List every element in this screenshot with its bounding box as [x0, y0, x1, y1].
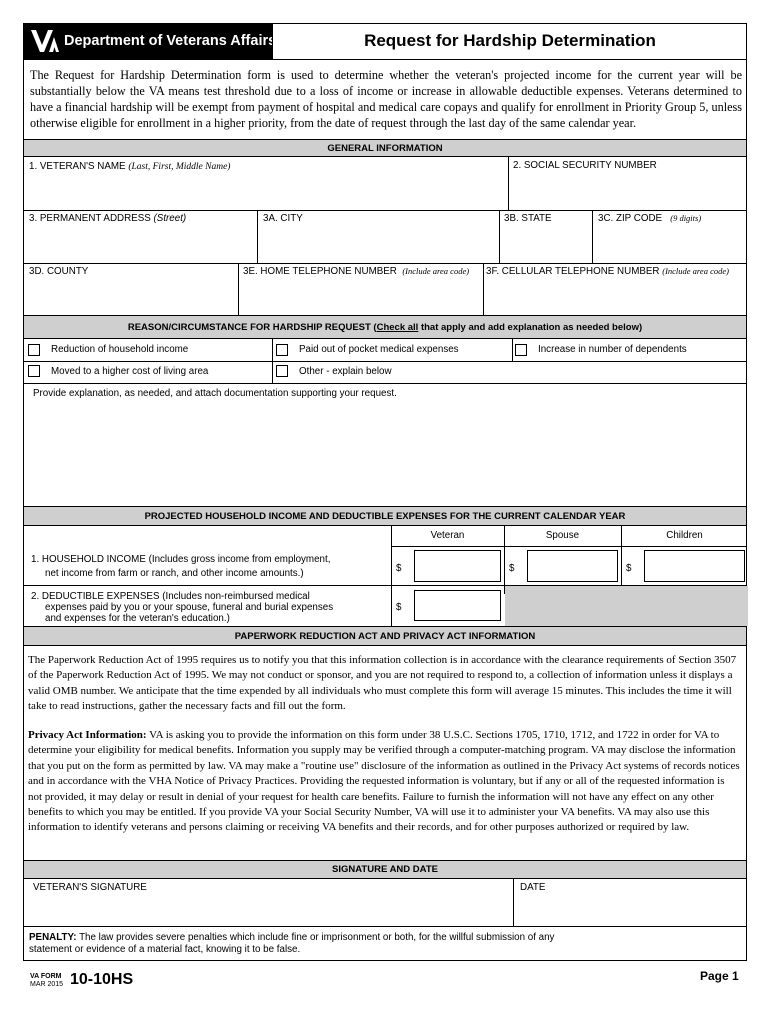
explanation-field[interactable] [24, 384, 748, 506]
other-label: Other - explain below [299, 366, 392, 377]
medical-expenses-label: Paid out of pocket medical expenses [299, 344, 459, 355]
checkbox-medical-expenses[interactable] [276, 344, 288, 356]
signature-heading: SIGNATURE AND DATE [24, 860, 746, 879]
general-info-heading: GENERAL INFORMATION [24, 139, 746, 157]
income-heading: PROJECTED HOUSEHOLD INCOME AND DEDUCTIBLE EXPENSES FOR THE CURRENT CALENDAR YEAR [24, 506, 746, 526]
signature-label: VETERAN'S SIGNATURE [33, 882, 147, 893]
county-field[interactable] [24, 263, 238, 315]
col-children: Children [666, 530, 703, 541]
veteran-income-currency: $ [396, 563, 402, 574]
address-label: 3. PERMANENT ADDRESS (Street) [29, 213, 187, 224]
increase-dependents-label: Increase in number of dependents [538, 344, 687, 355]
spouse-income-currency: $ [509, 563, 515, 574]
va-form-10-10hs [23, 23, 747, 961]
col-veteran: Veteran [430, 530, 465, 541]
veteran-expenses-currency: $ [396, 602, 402, 613]
reason-heading: REASON/CIRCUMSTANCE FOR HARDSHIP REQUEST (Check all that apply and add explanation as needed below) [24, 315, 746, 339]
explanation-label: Provide explanation, as needed, and attach documentation supporting your request. [33, 388, 397, 399]
address-field[interactable] [24, 210, 257, 263]
date-label: DATE [520, 882, 546, 893]
household-income-label-line1: 1. HOUSEHOLD INCOME (Includes gross income from employment, [31, 554, 331, 565]
department-name: Department of Veterans Affairs [64, 33, 277, 49]
deductible-expenses-label-line3: and expenses for the veteran's education.) [45, 613, 230, 624]
reduction-income-label: Reduction of household income [51, 344, 189, 355]
household-income-label-line2: net income from farm or ranch, and other income amounts.) [45, 568, 304, 579]
city-label: 3A. CITY [263, 213, 303, 224]
state-label: 3B. STATE [504, 213, 552, 224]
home-phone-label: 3E. HOME TELEPHONE NUMBER (Include area code) [243, 266, 470, 277]
children-income-input[interactable] [644, 550, 745, 582]
signature-field[interactable] [24, 879, 513, 926]
veteran-name-label: 1. VETERAN'S NAME (Last, First, Middle Name) [29, 161, 231, 172]
va-form-label: VA FORM MAR 2015 [30, 973, 64, 988]
page-number: Page 1 [700, 969, 739, 983]
veteran-income-input[interactable] [414, 550, 501, 582]
higher-cost-living-label: Moved to a higher cost of living area [51, 366, 209, 377]
children-income-currency: $ [626, 563, 632, 574]
checkbox-higher-cost-living[interactable] [28, 365, 40, 377]
spouse-income-input[interactable] [527, 550, 618, 582]
zip-label: 3C. ZIP CODE (9 digits) [598, 213, 702, 224]
state-field[interactable] [500, 210, 592, 263]
privacy-text: Privacy Act Information: VA is asking you to provide the information on this form under 38 U.S.C. Sections 1705, 1710, 1712, and 1722 in order for VA to determine your eligibility for medical benefits. Information you supply may be verified through a computer-matching program. VA may disclose the information that you put on the form as permitted by law. VA may make a "routine use" disclosure of the information as outlined in the Privacy Act systems of records notices and in accordance with the VHA Notice of Privacy Practices. Providing the requested information is voluntary, but if any or all of the requested information is not provided, it may delay or result in denial of your request for health care benefits. Failure to furnish the information will not have any effect on any other benefits to which you may be entitled. If you provide VA your Social Security Number, VA will use it to administer your VA benefits. VA may also use this information to identify veterans and persons claiming or receiving VA benefits and their records, and for other purposes authorized or required by law. [28, 729, 740, 834]
form-title: Request for Hardship Determination [364, 31, 656, 50]
ssn-field[interactable] [509, 157, 748, 210]
penalty-text: PENALTY: The law provides severe penalties which include fine or imprisonment or both, for the willful submission of any statement or evidence of a material fact, knowing it to be false. [29, 932, 555, 955]
cell-phone-label: 3F. CELLULAR TELEPHONE NUMBER (Include area code) [486, 266, 729, 277]
zip-field[interactable] [593, 210, 748, 263]
intro-text: The Request for Hardship Determination form is used to determine whether the veteran's projected income for the current year will be substantially below the VA means test threshold due to a loss of income or increase in allowable deductible expenses. Veterans determined to have a financial hardship will be exempt from payment of hospital and medical care copays and qualify for enrollment in Priority Group 5, unless otherwise eligible for enrollment in a higher priority, from the date of request through the last day of the same calendar year. [30, 68, 742, 130]
checkbox-reduction-income[interactable] [28, 344, 40, 356]
date-field[interactable] [514, 879, 748, 926]
form-number: 10-10HS [70, 971, 134, 988]
checkbox-increase-dependents[interactable] [515, 344, 527, 356]
va-logo-icon [30, 27, 60, 55]
veteran-expenses-input[interactable] [414, 590, 501, 621]
county-label: 3D. COUNTY [29, 266, 89, 277]
paperwork-text: The Paperwork Reduction Act of 1995 requires us to notify you that this information collection is in accordance with the clearance requirements of Section 3507 of the Paperwork Reduction Act of 1995. We may not conduct or sponsor, and you are not required to respond to, a collection of information unless it displays a valid OMB number. We anticipate that the time expended by all individuals who must complete this form will average 15 minutes. This includes the time it will take to read instructions, gather the necessary facts and fill out the form. [28, 654, 737, 713]
checkbox-other[interactable] [276, 365, 288, 377]
cell-phone-field[interactable] [484, 263, 748, 315]
deductible-expenses-label-line1: 2. DEDUCTIBLE EXPENSES (Includes non-reimbursed medical [31, 591, 310, 602]
va-logo-banner [24, 24, 277, 59]
ssn-label: 2. SOCIAL SECURITY NUMBER [513, 160, 657, 171]
privacy-heading: PAPERWORK REDUCTION ACT AND PRIVACY ACT INFORMATION [24, 626, 746, 646]
home-phone-field[interactable] [239, 263, 483, 315]
veteran-name-field[interactable] [24, 157, 508, 210]
expenses-gray-area [505, 586, 748, 626]
col-spouse: Spouse [545, 530, 580, 541]
city-field[interactable] [258, 210, 499, 263]
deductible-expenses-label-line2: expenses paid by you or your spouse, funeral and burial expenses [45, 602, 334, 613]
